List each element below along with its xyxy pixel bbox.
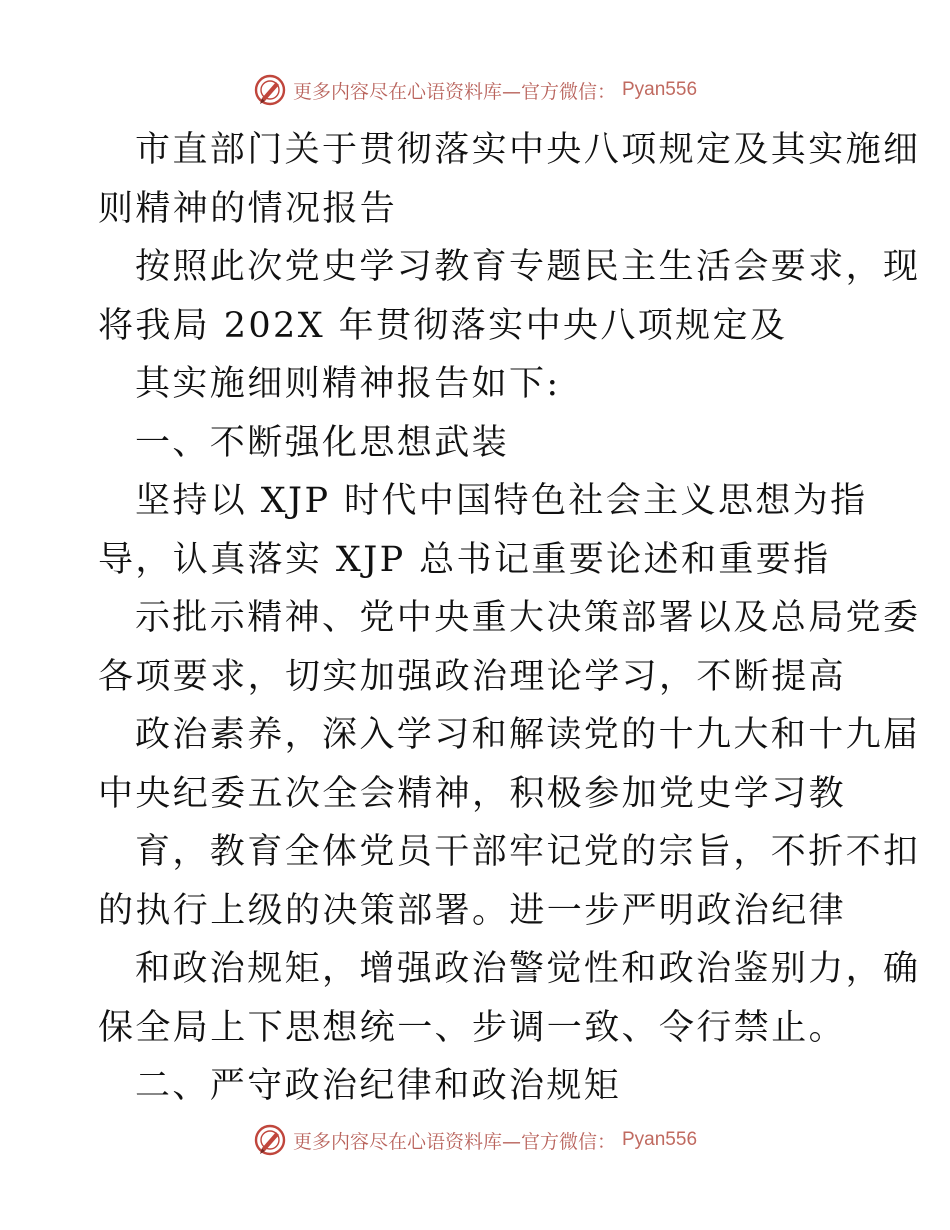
doc-line: 政治素养，深入学习和解读党的十九大和十九届	[135, 715, 921, 755]
doc-line: 按照此次党史学习教育专题民主生活会要求，现	[135, 247, 921, 287]
doc-line: 坚持以 XJP 时代中国特色社会主义思想为指	[135, 481, 868, 521]
document-body	[98, 124, 921, 1119]
section-heading: 二、严守政治纪律和政治规矩	[135, 1066, 622, 1106]
doc-line: 则精神的情况报告	[98, 188, 398, 229]
watermark-text: 更多内容尽在心语资料库—官方微信：	[292, 1130, 616, 1153]
doc-line: 将我局 202X 年贯彻落实中央八项规定及	[98, 305, 788, 346]
doc-line: 示批示精神、党中央重大决策部署以及总局党委	[135, 598, 921, 638]
watermark-footer	[0, 1120, 950, 1160]
section-heading: 一、不断强化思想武装	[135, 422, 510, 463]
doc-line: 导，认真落实 XJP 总书记重要论述和重要指	[98, 539, 831, 580]
watermark-wechat-id: Pyan556	[622, 79, 698, 100]
doc-line: 育，教育全体党员干部牢记党的宗旨，不折不扣	[135, 832, 921, 872]
doc-line: 各项要求，切实加强政治理论学习，不断提高	[98, 656, 847, 697]
pen-logo-icon	[253, 73, 287, 107]
watermark-wechat-id: Pyan556	[622, 1129, 698, 1150]
doc-line: 保全局上下思想统一、步调一致、令行禁止。	[98, 1007, 847, 1048]
doc-line: 和政治规矩，增强政治警觉性和政治鉴别力，确	[135, 949, 921, 989]
doc-line: 中央纪委五次全会精神，积极参加党史学习教	[98, 773, 847, 814]
pen-logo-icon	[253, 1123, 287, 1157]
doc-line: 市直部门关于贯彻落实中央八项规定及其实施细	[135, 130, 921, 170]
watermark-text: 更多内容尽在心语资料库—官方微信：	[292, 80, 616, 103]
doc-line: 其实施细则精神报告如下:	[135, 364, 561, 404]
watermark-header	[0, 70, 950, 110]
doc-line: 的执行上级的决策部署。进一步严明政治纪律	[98, 890, 847, 931]
